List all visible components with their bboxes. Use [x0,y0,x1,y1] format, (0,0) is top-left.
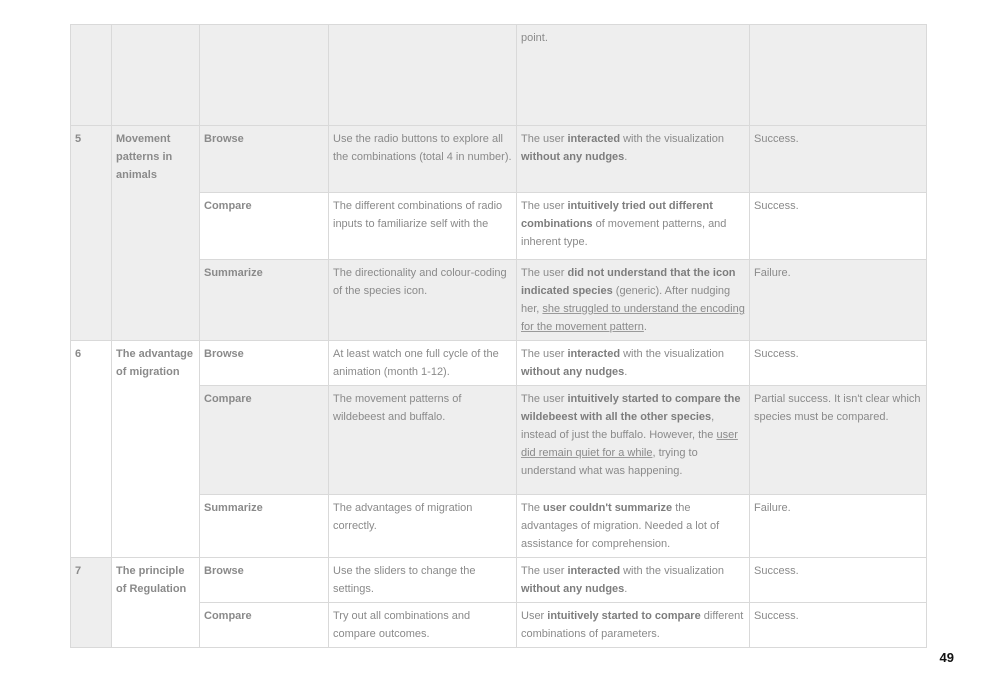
task-cell: Browse [200,126,329,193]
topic-cell: Movement patterns in animals [112,126,200,341]
observation-text: point. [521,32,548,44]
table-row [71,386,927,495]
goal-cell: The directionality and colour-coding of the species icon. [329,260,517,341]
goal-cell: Use the sliders to change the settings. [329,558,517,603]
result-cell: Success. [750,603,927,648]
table-row [71,25,927,126]
observation-cell: The user interacted with the visualization without any nudges. [517,126,750,193]
table-row [71,603,927,648]
table-row [71,260,927,341]
observation-cell: The user interacted with the visualization without any nudges. [517,341,750,386]
result-cell: Success. [750,193,927,260]
result-cell: Failure. [750,260,927,341]
result-cell: Success. [750,341,927,386]
observation-cell: The user did not understand that the icon indicated species (generic). After nudging her, she struggled to understand the encoding for the movement pattern. [517,260,750,341]
goal-cell: At least watch one full cycle of the animation (month 1-12). [329,341,517,386]
result-cell: Success. [750,558,927,603]
observation-cell [517,25,750,126]
task-cell: Browse [200,558,329,603]
goal-cell [329,25,517,126]
result-cell [750,25,927,126]
result-cell: Success. [750,126,927,193]
table-row [71,341,927,386]
evaluation-table [70,24,927,648]
observation-cell: The user intuitively tried out different combinations of movement patterns, and inherent type. [517,193,750,260]
topic-cell: The principle of Regulation [112,558,200,648]
task-cell [200,25,329,126]
table-row [71,495,927,558]
observation-cell: The user couldn't summarize the advantages of migration. Needed a lot of assistance for comprehension. [517,495,750,558]
task-cell: Compare [200,603,329,648]
table-row [71,558,927,603]
task-cell: Summarize [200,260,329,341]
goal-cell: The different combinations of radio inputs to familiarize self with the [329,193,517,260]
goal-cell: Use the radio buttons to explore all the combinations (total 4 in number). [329,126,517,193]
task-cell: Compare [200,193,329,260]
goal-cell: The advantages of migration correctly. [329,495,517,558]
number-cell [71,25,112,126]
observation-cell: The user interacted with the visualization without any nudges. [517,558,750,603]
observation-cell: The user intuitively started to compare the wildebeest with all the other species, instead of just the buffalo. However, the user did remain quiet for a while, trying to understand what was happening. [517,386,750,495]
page-number: 49 [939,650,954,665]
observation-cell: User intuitively started to compare different combinations of parameters. [517,603,750,648]
result-cell: Failure. [750,495,927,558]
goal-cell: The movement patterns of wildebeest and buffalo. [329,386,517,495]
goal-cell: Try out all combinations and compare outcomes. [329,603,517,648]
table-row [71,126,927,193]
topic-cell [112,25,200,126]
result-cell: Partial success. It isn't clear which species must be compared. [750,386,927,495]
task-cell: Compare [200,386,329,495]
task-cell: Summarize [200,495,329,558]
task-cell: Browse [200,341,329,386]
table-row [71,193,927,260]
number-cell: 5 [71,126,112,341]
topic-cell: The advantage of migration [112,341,200,558]
number-cell: 6 [71,341,112,558]
number-cell: 7 [71,558,112,648]
